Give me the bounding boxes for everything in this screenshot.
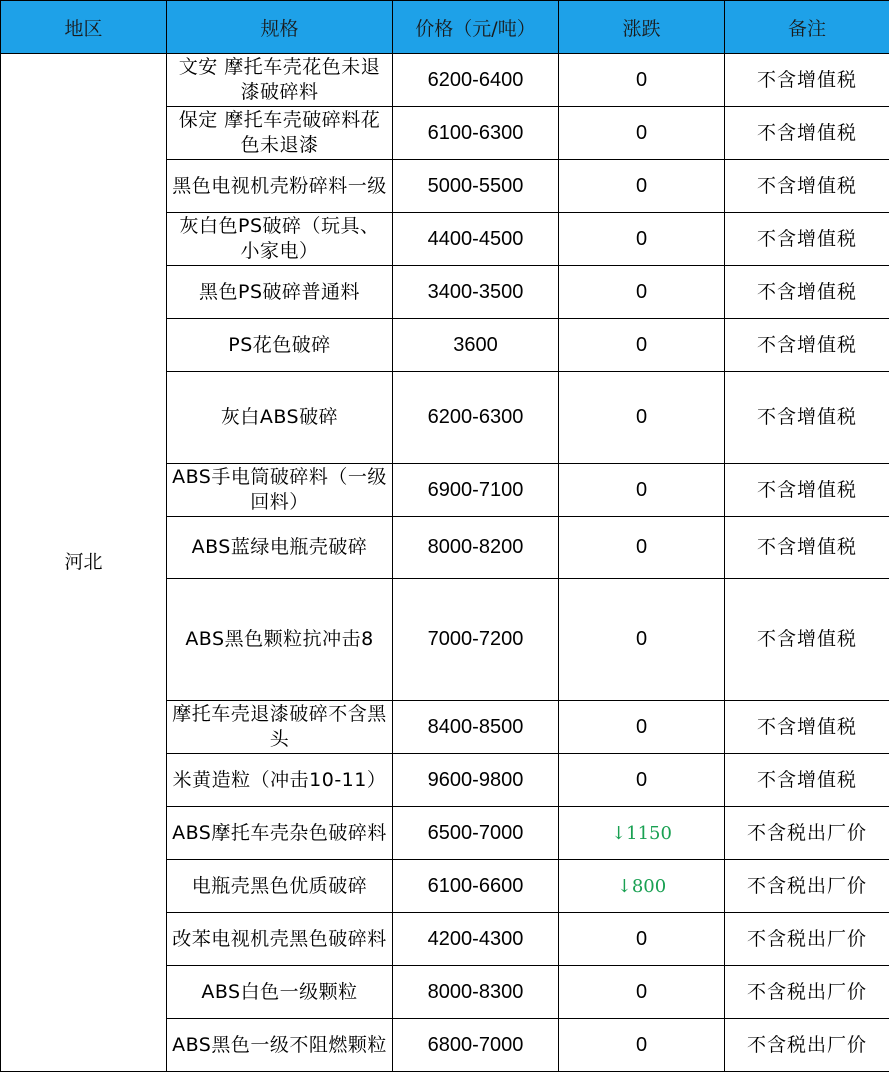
change-cell: 0 [559,160,725,213]
decrease-value: ↓1150 [611,822,672,844]
change-cell: 0 [559,579,725,701]
header-price: 价格（元/吨） [393,1,559,54]
note-cell: 不含增值税 [725,213,889,266]
spec-cell: ABS黑色颗粒抗冲击8 [167,579,393,701]
table-row [1,54,889,107]
change-cell: 0 [559,266,725,319]
header-row [1,1,889,54]
spec-cell: 灰白色PS破碎（玩具、小家电） [167,213,393,266]
note-cell: 不含增值税 [725,372,889,464]
price-cell: 8000-8300 [393,966,559,1019]
change-cell: 0 [559,213,725,266]
note-cell: 不含增值税 [725,517,889,579]
change-cell: 0 [559,319,725,372]
price-cell: 9600-9800 [393,754,559,807]
note-cell: 不含税出厂价 [725,860,889,913]
price-cell: 5000-5500 [393,160,559,213]
note-cell: 不含增值税 [725,107,889,160]
price-cell: 8000-8200 [393,517,559,579]
region-cell: 河北 [1,54,167,1072]
note-cell: 不含增值税 [725,464,889,517]
change-cell [559,860,725,913]
note-cell: 不含增值税 [725,319,889,372]
spec-cell: ABS黑色一级不阻燃颗粒 [167,1019,393,1072]
change-cell: 0 [559,913,725,966]
price-cell: 3600 [393,319,559,372]
change-cell: 0 [559,107,725,160]
header-spec: 规格 [167,1,393,54]
change-cell: 0 [559,966,725,1019]
spec-cell: 米黄造粒（冲击10-11） [167,754,393,807]
spec-cell: 保定 摩托车壳破碎料花色未退漆 [167,107,393,160]
header-region: 地区 [1,1,167,54]
spec-cell: PS花色破碎 [167,319,393,372]
spec-cell: 灰白ABS破碎 [167,372,393,464]
change-cell: 0 [559,754,725,807]
price-cell: 6800-7000 [393,1019,559,1072]
spec-cell: 改苯电视机壳黑色破碎料 [167,913,393,966]
price-cell: 6200-6300 [393,372,559,464]
spec-cell: 文安 摩托车壳花色未退漆破碎料 [167,54,393,107]
spec-cell: 摩托车壳退漆破碎不含黑头 [167,701,393,754]
change-cell: 0 [559,372,725,464]
spec-cell: ABS白色一级颗粒 [167,966,393,1019]
spec-cell: 电瓶壳黑色优质破碎 [167,860,393,913]
header-change: 涨跌 [559,1,725,54]
price-cell: 6500-7000 [393,807,559,860]
note-cell: 不含增值税 [725,701,889,754]
price-cell: 4200-4300 [393,913,559,966]
change-cell: 0 [559,464,725,517]
spec-cell: ABS手电筒破碎料（一级回料） [167,464,393,517]
price-cell: 6200-6400 [393,54,559,107]
note-cell: 不含增值税 [725,54,889,107]
price-cell: 7000-7200 [393,579,559,701]
change-cell: 0 [559,1019,725,1072]
spec-cell: ABS摩托车壳杂色破碎料 [167,807,393,860]
price-cell: 4400-4500 [393,213,559,266]
price-cell: 8400-8500 [393,701,559,754]
note-cell: 不含增值税 [725,579,889,701]
price-cell: 6100-6300 [393,107,559,160]
note-cell: 不含税出厂价 [725,913,889,966]
note-cell: 不含增值税 [725,266,889,319]
spec-cell: 黑色电视机壳粉碎料一级 [167,160,393,213]
change-cell: 0 [559,517,725,579]
note-cell: 不含税出厂价 [725,807,889,860]
note-cell: 不含增值税 [725,754,889,807]
note-cell: 不含增值税 [725,160,889,213]
header-note: 备注 [725,1,889,54]
spec-cell: 黑色PS破碎普通料 [167,266,393,319]
note-cell: 不含税出厂价 [725,966,889,1019]
price-cell: 3400-3500 [393,266,559,319]
table-body [1,54,889,1072]
price-cell: 6900-7100 [393,464,559,517]
spec-cell: ABS蓝绿电瓶壳破碎 [167,517,393,579]
change-cell: 0 [559,701,725,754]
decrease-value: ↓800 [616,875,667,897]
note-cell: 不含税出厂价 [725,1019,889,1072]
price-cell: 6100-6600 [393,860,559,913]
change-cell: 0 [559,54,725,107]
change-cell [559,807,725,860]
